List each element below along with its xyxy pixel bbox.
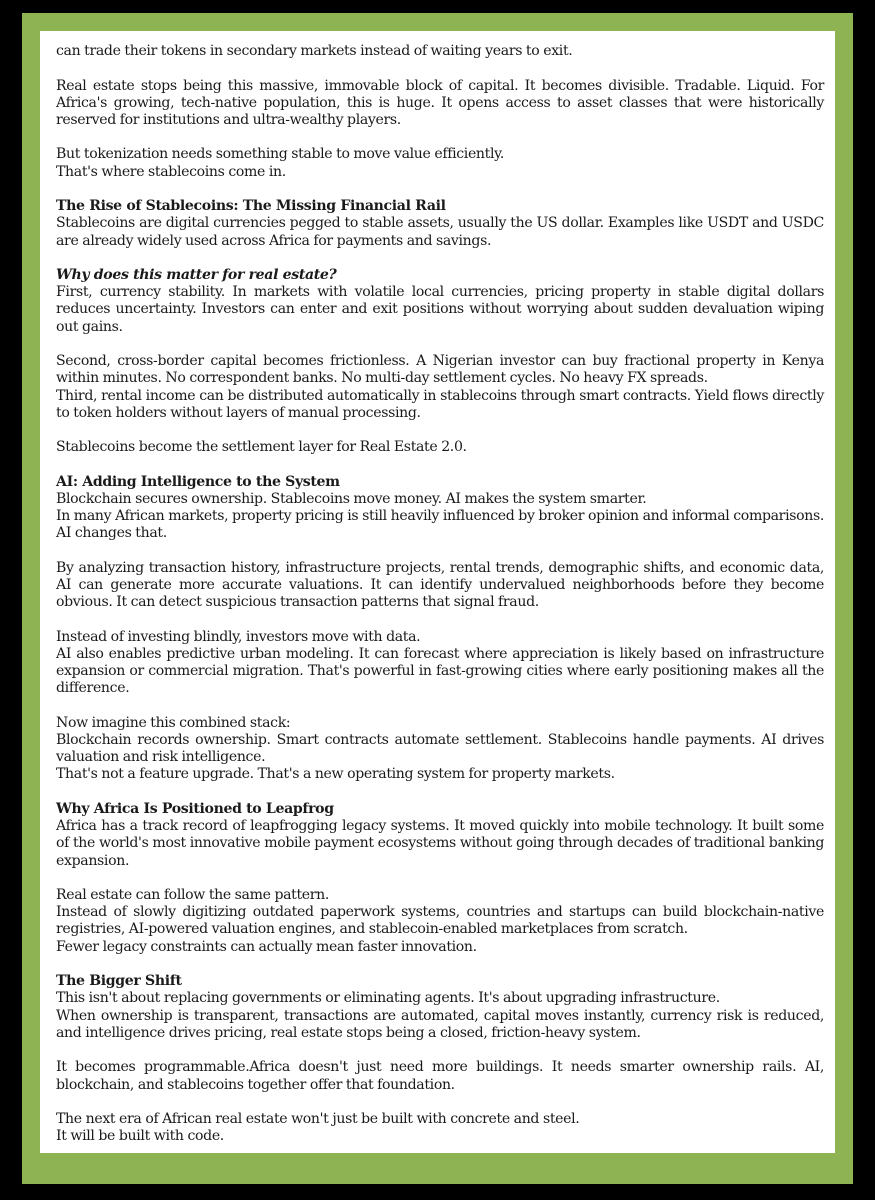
paragraph: It becomes programmable.Africa doesn't just need more buildings. It needs smarter ownership rails. AI, blockchain, and stablecoins together offer that foundation.: [56, 1059, 824, 1093]
paragraph: Africa has a track record of leapfrogging legacy systems. It moved quickly into mobile technology. It built some of the world's most innovative mobile payment ecosystems without going through decades of traditional banking expansion.: [56, 818, 824, 869]
paragraph: can trade their tokens in secondary markets instead of waiting years to exit.: [56, 43, 573, 59]
section-heading-stablecoins: The Rise of Stablecoins: The Missing Financial Rail: [56, 198, 446, 215]
paragraph: When ownership is transparent, transactions are automated, capital moves instantly, currency risk is reduced, and intelligence drives pricing, real estate stops being a closed, friction-heavy system.: [56, 1007, 824, 1041]
paragraph: Blockchain secures ownership. Stablecoins move money. AI makes the system smarter.: [56, 490, 647, 507]
section-heading-ai: AI: Adding Intelligence to the System: [56, 473, 340, 490]
paragraph: Real estate stops being this massive, immovable block of capital. It becomes divisible. Tradable. Liquid. For Africa's growing, tech-native population, this is huge. It opens access to asset classes that were historically reserved for institutions and ultra-wealthy players.: [56, 77, 824, 128]
paragraph: Real estate can follow the same pattern.: [56, 887, 330, 904]
paragraph: Fewer legacy constraints can actually mean faster innovation.: [56, 938, 477, 955]
paragraph: The next era of African real estate won't just be built with concrete and steel.: [56, 1111, 580, 1127]
paragraph: Stablecoins become the settlement layer for Real Estate 2.0.: [56, 439, 467, 456]
section-heading-bigger-shift: The Bigger Shift: [56, 973, 182, 990]
article-page: [40, 31, 835, 1153]
section-heading-leapfrog: Why Africa Is Positioned to Leapfrog: [56, 800, 334, 817]
paragraph: Stablecoins are digital currencies pegged to stable assets, usually the US dollar. Examples like USDT and USDC are already widely used across Africa for payments and savings.: [56, 215, 824, 249]
paragraph: Blockchain records ownership. Smart contracts automate settlement. Stablecoins handle payments. AI drives valuation and risk intelligence.: [56, 732, 824, 766]
paragraph: Instead of slowly digitizing outdated paperwork systems, countries and startups can build blockchain-native registries, AI-powered valuation engines, and stablecoin-enabled marketplaces from scratch.: [56, 904, 824, 938]
paragraph: Now imagine this combined stack:: [56, 714, 291, 731]
paragraph: Second, cross-border capital becomes frictionless. A Nigerian investor can buy fractional property in Kenya within minutes. No correspondent banks. No multi-day settlement cycles. No heavy FX spreads.: [56, 353, 824, 387]
paragraph: But tokenization needs something stable to move value efficiently.: [56, 146, 504, 163]
paragraph: That's where stablecoins come in.: [56, 163, 286, 180]
paragraph: Third, rental income can be distributed automatically in stablecoins through smart contracts. Yield flows directly to token holders without layers of manual processing.: [56, 387, 824, 421]
paragraph: It will be built with code.: [56, 1128, 224, 1145]
paragraph: AI also enables predictive urban modeling. It can forecast where appreciation is likely based on infrastructure expansion or commercial migration. That's powerful in fast-growing cities where early positioning makes all the difference.: [56, 645, 824, 697]
paragraph: That's not a feature upgrade. That's a new operating system for property markets.: [56, 766, 615, 783]
green-border-frame: [22, 13, 853, 1184]
paragraph: Instead of investing blindly, investors move with data.: [56, 628, 421, 645]
paragraph: In many African markets, property pricing is still heavily influenced by broker opinion and informal comparisons. AI changes that.: [56, 508, 824, 542]
paragraph: First, currency stability. In markets with volatile local currencies, pricing property in stable digital dollars reduces uncertainty. Investors can enter and exit positions without worrying about sudden devaluation wiping out gains.: [56, 284, 824, 335]
paragraph: This isn't about replacing governments or eliminating agents. It's about upgrading infrastructure.: [56, 990, 720, 1007]
paragraph: By analyzing transaction history, infrastructure projects, rental trends, demographic shifts, and economic data, AI can generate more accurate valuations. It can identify undervalued neighborhoods before they become obvious. It can detect suspicious transaction patterns that signal fraud.: [56, 559, 824, 611]
subheading-why-matter: Why does this matter for real estate?: [56, 267, 337, 284]
